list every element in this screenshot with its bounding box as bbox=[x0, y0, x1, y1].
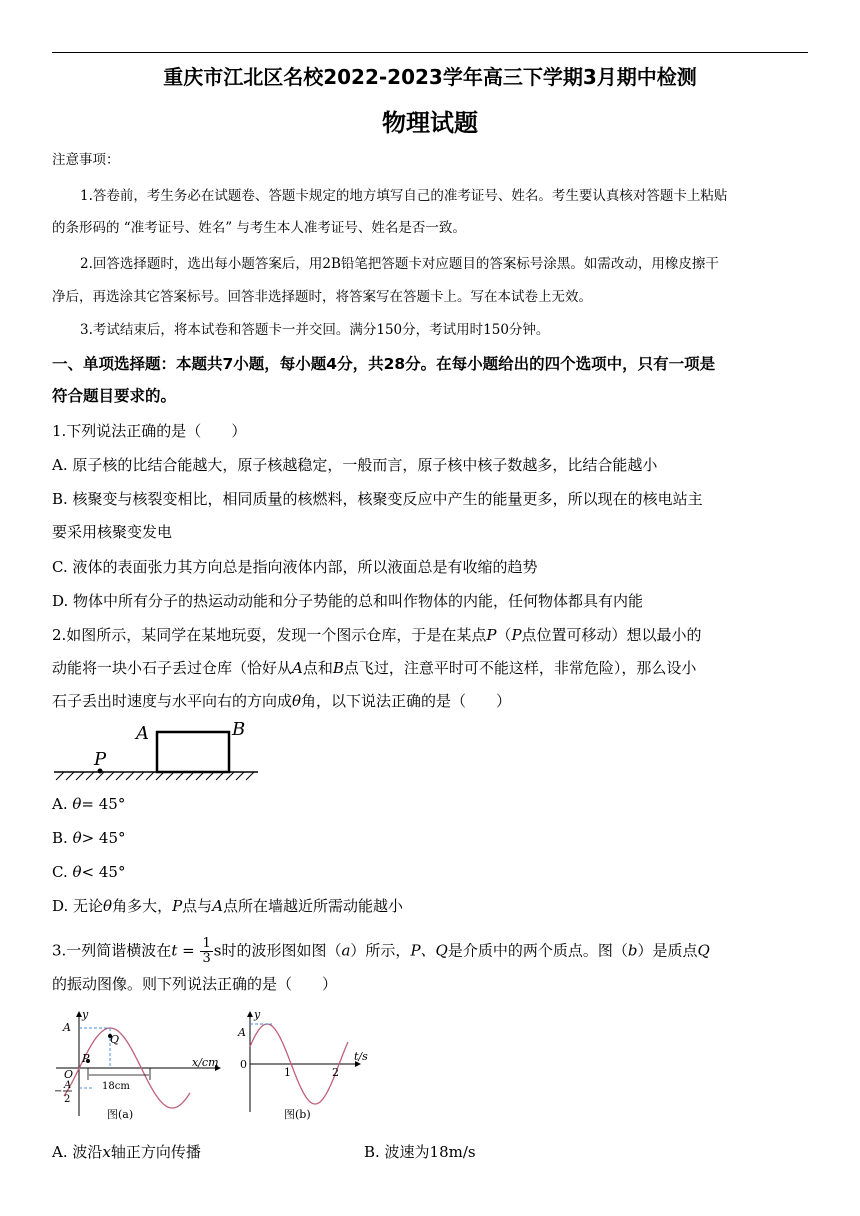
q1-option-c: C. 液体的表面张力其方向总是指向液体内部，所以液面总是有收缩的趋势 bbox=[52, 558, 538, 576]
fig-b-a-label: A bbox=[238, 1026, 246, 1039]
q2-option-d: D. 无论θ角多大，P点与A点所在墙越近所需动能越小 bbox=[52, 897, 404, 915]
fig-b-caption: 图(b) bbox=[284, 1108, 311, 1121]
fig-b-y-label: y bbox=[254, 1008, 261, 1021]
fig-a-p-label: P bbox=[82, 1052, 90, 1065]
fig-a-caption: 图(a) bbox=[107, 1108, 134, 1121]
q1-option-d: D. 物体中所有分子的热运动动能和分子势能的总和叫作物体的内能，任何物体都具有内能 bbox=[52, 592, 644, 610]
header-rule bbox=[52, 52, 808, 53]
notice-item-3: 3.考试结束后，将本试卷和答题卡一并交回。满分150分，考试用时150分钟。 bbox=[80, 322, 550, 338]
fig-a-q-label: Q bbox=[110, 1033, 120, 1046]
notice-label: 注意事项： bbox=[52, 152, 120, 168]
q3-option-a: A. 波沿x轴正方向传播 bbox=[52, 1143, 201, 1161]
warehouse-box bbox=[157, 732, 229, 772]
q2-warehouse-figure bbox=[52, 716, 262, 782]
fig-a-a-label: A bbox=[63, 1021, 71, 1034]
q1-option-b-line-2: 要采用核聚变发电 bbox=[52, 523, 173, 541]
fig-a-neg-a: A bbox=[64, 1080, 72, 1091]
q3-stem-line-1: 3.一列简谐横波在t = $\frac{1}{3}$ s时的波形图如图（a）所示，P、Q是介质中的两个质点。图（b）是质点Q bbox=[52, 936, 710, 966]
notice-item-1-line-2: 的条形码的 “准考证号、姓名” 与考生本人准考证号、姓名是否一致。 bbox=[52, 220, 466, 236]
q2-stem-line-3: 石子丢出时速度与水平向右的方向成θ角，以下说法正确的是（ ） bbox=[52, 692, 512, 710]
notice-item-2-line-2: 净后，再选涂其它答案标号。回答非选择题时，将答案写在答题卡上。写在本试卷上无效。 bbox=[52, 289, 592, 305]
fig-a-neg-2: 2 bbox=[64, 1094, 71, 1105]
section-heading-line-1: 一、单项选择题：本题共7小题，每小题4分，共28分。在每小题给出的四个选项中，只有一项是 bbox=[52, 355, 716, 373]
label-p: P bbox=[94, 749, 107, 770]
fig-a-x-label: x/cm bbox=[192, 1056, 219, 1069]
label-a: A bbox=[136, 723, 149, 744]
q1-option-a: A. 原子核的比结合能越大，原子核越稳定，一般而言，原子核中核子数越多，比结合能越小 bbox=[52, 456, 658, 474]
fig-b-x-label: t/s bbox=[354, 1050, 368, 1063]
fig-a-y-label: y bbox=[82, 1008, 89, 1021]
q3-figure-b bbox=[232, 1008, 372, 1126]
q2-stem-line-1: 2.如图所示，某同学在某地玩耍，发现一个图示仓库，于是在某点P（P点位置可移动）想以最小的 bbox=[52, 626, 702, 644]
q1-option-b-line-1: B. 核聚变与核裂变相比，相同质量的核燃料，核聚变反应中产生的能量更多，所以现在的核电站主 bbox=[52, 490, 703, 508]
notice-item-2-line-1: 2.回答选择题时，选出每小题答案后，用2B铅笔把答题卡对应题目的答案标号涂黑。如需改动，用橡皮擦干 bbox=[80, 256, 719, 272]
fig-a-origin: O bbox=[64, 1068, 74, 1081]
fig-a-minus: − bbox=[54, 1086, 63, 1097]
label-b: B bbox=[232, 719, 246, 740]
q2-option-c: C. θ< 45° bbox=[52, 863, 126, 881]
q3-fraction: $\frac{1}{3}$ bbox=[202, 936, 211, 966]
exam-title: 重庆市江北区名校2022-2023学年高三下学期3月期中检测 bbox=[163, 65, 697, 89]
q1-stem: 1.下列说法正确的是（ ） bbox=[52, 422, 247, 440]
q2-option-a: A. θ= 45° bbox=[52, 795, 126, 813]
fig-b-zero: 0 bbox=[240, 1058, 247, 1071]
fig-b-tick-2: 2 bbox=[332, 1066, 339, 1079]
fig-b-tick-1: 1 bbox=[284, 1066, 291, 1079]
section-heading-line-2: 符合题目要求的。 bbox=[52, 387, 177, 405]
q3-figure-a bbox=[52, 1008, 232, 1126]
q3-option-b: B. 波速为18m/s bbox=[364, 1143, 476, 1161]
q2-option-b: B. θ> 45° bbox=[52, 829, 126, 847]
q3-stem-line-2: 的振动图像。则下列说法正确的是（ ） bbox=[52, 975, 338, 993]
subject-title: 物理试题 bbox=[382, 109, 478, 137]
notice-item-1-line-1: 1.答卷前，考生务必在试题卷、答题卡规定的地方填写自己的准考证号、姓名。考生要认真核对答题卡上粘贴 bbox=[80, 188, 728, 204]
fig-a-distance: 18cm bbox=[102, 1081, 130, 1092]
q2-stem-line-2: 动能将一块小石子丢过仓库（恰好从A点和B点飞过，注意平时可不能这样，非常危险），那么设小 bbox=[52, 659, 697, 677]
